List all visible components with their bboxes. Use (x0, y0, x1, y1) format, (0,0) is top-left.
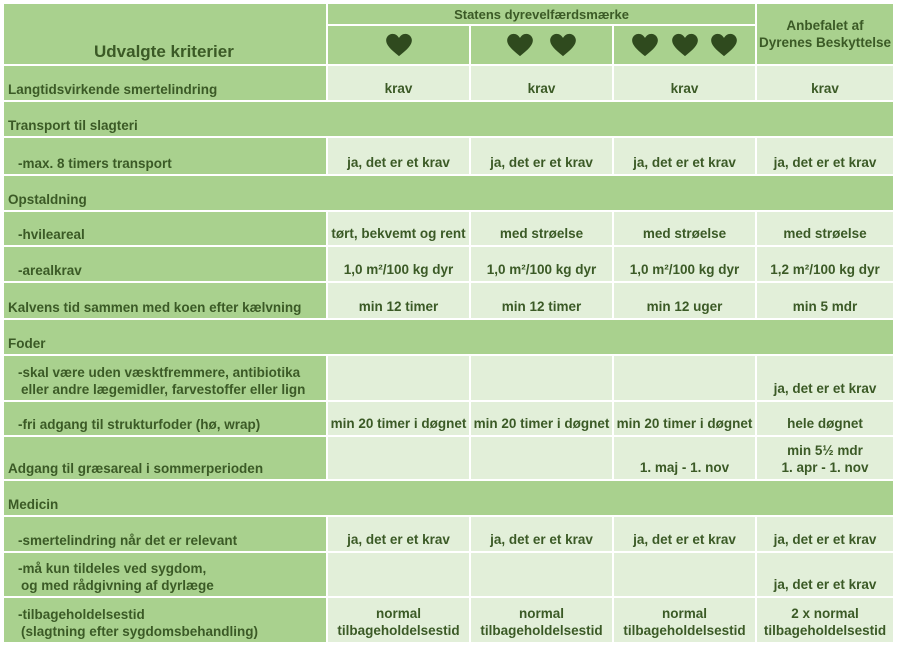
cell-value: min 12 uger (614, 283, 755, 318)
cell-value: krav (614, 66, 755, 100)
section-row (4, 320, 893, 354)
table-row (4, 356, 893, 400)
section-row (4, 176, 893, 210)
cell-value: tørt, bekvemt og rent (328, 212, 469, 245)
row-label: -max. 8 timers transport (4, 138, 326, 174)
cell-value: 1,0 m²/100 kg dyr (328, 247, 469, 281)
cell-value: ja, det er et krav (471, 138, 612, 174)
cell-value: 1,0 m²/100 kg dyr (471, 247, 612, 281)
row-label: Kalvens tid sammen med koen efter kælvning (4, 283, 326, 318)
row-label: -smertelindring når det er relevant (4, 517, 326, 551)
two-hearts-cell (471, 26, 612, 64)
cell-value: min 5½ mdr 1. apr - 1. nov (757, 437, 893, 479)
cell-value: normal tilbageholdelsestid (471, 598, 612, 642)
cell-value: min 12 timer (471, 283, 612, 318)
cell-value (614, 356, 755, 400)
heart-icon (385, 33, 413, 57)
table-row (4, 66, 893, 100)
cell-value: ja, det er et krav (757, 517, 893, 551)
row-label: -må kun tildeles ved sygdom, og med rådgivning af dyrlæge (4, 553, 326, 596)
cell-value: ja, det er et krav (614, 138, 755, 174)
table-row (4, 247, 893, 281)
criteria-table (2, 2, 895, 644)
cell-value: krav (471, 66, 612, 100)
section-label: Medicin (4, 481, 893, 515)
cell-value (614, 553, 755, 596)
table-title: Udvalgte kriterier (4, 4, 326, 64)
cell-value: hele døgnet (757, 402, 893, 435)
section-label: Transport til slagteri (4, 102, 893, 136)
cell-value (328, 553, 469, 596)
cell-value: 1,2 m²/100 kg dyr (757, 247, 893, 281)
section-label: Foder (4, 320, 893, 354)
cell-value: krav (757, 66, 893, 100)
cell-value: min 5 mdr (757, 283, 893, 318)
table-row (4, 598, 893, 642)
row-label: Adgang til græsareal i sommerperioden (4, 437, 326, 479)
cell-value: ja, det er et krav (757, 553, 893, 596)
heart-icon (631, 33, 659, 57)
cell-value: ja, det er et krav (757, 356, 893, 400)
cell-value (471, 356, 612, 400)
cell-value: 1,0 m²/100 kg dyr (614, 247, 755, 281)
table-row (4, 283, 893, 318)
cell-value (471, 437, 612, 479)
row-label: -fri adgang til strukturfoder (hø, wrap) (4, 402, 326, 435)
cell-value: 2 x normal tilbageholdelsestid (757, 598, 893, 642)
cell-value: normal tilbageholdelsestid (328, 598, 469, 642)
anbefalet-header: Anbefalet af Dyrenes Beskyttelse (757, 4, 893, 64)
cell-value: ja, det er et krav (328, 517, 469, 551)
section-label: Opstaldning (4, 176, 893, 210)
cell-value: ja, det er et krav (614, 517, 755, 551)
row-label: -tilbageholdelsestid (slagtning efter sygdomsbehandling) (4, 598, 326, 642)
table-row (4, 517, 893, 551)
cell-value (328, 437, 469, 479)
cell-value: ja, det er et krav (757, 138, 893, 174)
heart-icon (549, 33, 577, 57)
row-label: -hvileareal (4, 212, 326, 245)
cell-value: min 20 timer i døgnet (614, 402, 755, 435)
heart-icon (671, 33, 699, 57)
cell-value (471, 553, 612, 596)
cell-value: ja, det er et krav (471, 517, 612, 551)
row-label: -arealkrav (4, 247, 326, 281)
heart-icon (506, 33, 534, 57)
three-hearts-cell (614, 26, 755, 64)
one-heart-cell (328, 26, 469, 64)
cell-value: min 20 timer i døgnet (328, 402, 469, 435)
row-label: -skal være uden væsktfremmere, antibiotika eller andre lægemidler, farvestoffer eller lign (4, 356, 326, 400)
row-label: Langtidsvirkende smertelindring (4, 66, 326, 100)
table-row (4, 212, 893, 245)
cell-value: min 12 timer (328, 283, 469, 318)
heart-icon (710, 33, 738, 57)
cell-value: ja, det er et krav (328, 138, 469, 174)
table-row (4, 138, 893, 174)
section-row (4, 481, 893, 515)
cell-value (328, 356, 469, 400)
section-row (4, 102, 893, 136)
cell-value: med strøelse (757, 212, 893, 245)
cell-value: krav (328, 66, 469, 100)
cell-value: 1. maj - 1. nov (614, 437, 755, 479)
cell-value: med strøelse (614, 212, 755, 245)
table-row (4, 553, 893, 596)
table-row (4, 437, 893, 479)
cell-value: normal tilbageholdelsestid (614, 598, 755, 642)
table-row (4, 402, 893, 435)
cell-value: min 20 timer i døgnet (471, 402, 612, 435)
cell-value: med strøelse (471, 212, 612, 245)
statens-header: Statens dyrevelfærdsmærke (328, 4, 755, 24)
